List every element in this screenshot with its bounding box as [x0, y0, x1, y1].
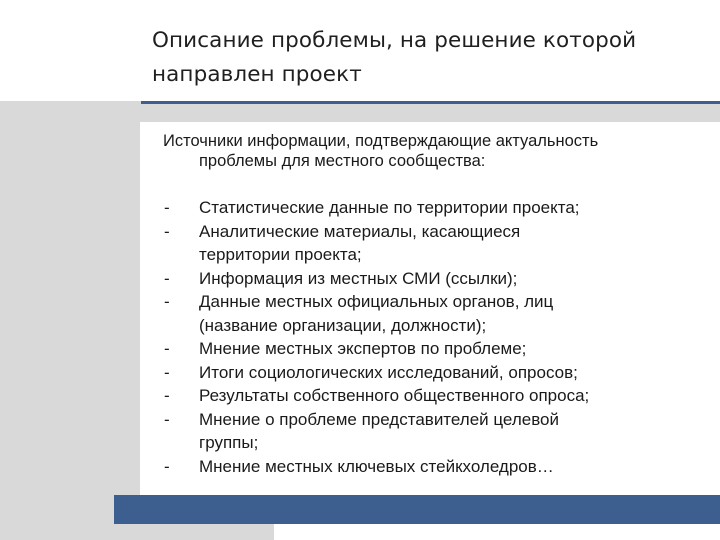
list-item — [0, 290, 720, 337]
bullet-dash: - — [164, 221, 170, 241]
list-item-text — [199, 361, 704, 385]
intro-line-2: проблемы для местного сообщества: — [199, 152, 486, 170]
list-item-text — [199, 384, 704, 408]
list-item-text — [199, 290, 704, 337]
list-item-line: (название организации, должности); — [199, 315, 487, 335]
bullet-dash: - — [164, 456, 170, 476]
list-item-line: Мнение местных ключевых стейкхоледров… — [199, 456, 554, 476]
header-accent-line — [141, 101, 720, 104]
sources-list — [0, 196, 720, 478]
bullet-dash: - — [164, 292, 170, 311]
list-item — [0, 337, 720, 361]
bullet-dash: - — [164, 362, 170, 382]
list-item-line: Мнение местных экспертов по проблеме; — [199, 339, 527, 358]
list-item-text — [199, 267, 704, 291]
list-item — [0, 384, 720, 408]
bullet-dash: - — [164, 339, 170, 358]
list-item-line: Мнение о проблеме представителей целевой — [199, 409, 559, 429]
bullet-dash: - — [164, 198, 170, 217]
bullet-dash: - — [164, 409, 170, 429]
list-item-line: Статистические данные по территории проекта; — [199, 198, 580, 217]
list-item-line: группы; — [199, 433, 259, 452]
list-item-text — [199, 220, 704, 267]
slide-title-line-2: направлен проект — [152, 62, 362, 87]
list-item-line: Информация из местных СМИ (ссылки); — [199, 268, 518, 288]
list-item-line: Данные местных официальных органов, лиц — [199, 292, 554, 311]
list-item-line: Итоги социологических исследований, опросов; — [199, 362, 578, 382]
list-item — [0, 361, 720, 385]
footer-accent-bar — [114, 495, 720, 524]
list-item — [0, 455, 720, 479]
list-item-text — [199, 196, 704, 220]
list-item-line: территории проекта; — [199, 245, 362, 264]
list-item — [0, 220, 720, 267]
intro-text — [163, 131, 683, 171]
list-item-text — [199, 337, 704, 361]
list-item — [0, 408, 720, 455]
list-item-line: Аналитические материалы, касающиеся — [199, 221, 521, 241]
list-item-text — [199, 455, 704, 479]
bullet-dash: - — [164, 386, 170, 405]
slide-title-line-1: Описание проблемы, на решение которой — [152, 28, 637, 53]
header-gray-band — [0, 101, 720, 122]
list-item — [0, 267, 720, 291]
intro-line-1: Источники информации, подтверждающие актуальность — [163, 132, 599, 150]
list-item-text — [199, 408, 704, 455]
bullet-dash: - — [164, 268, 170, 288]
list-item-line: Результаты собственного общественного опроса; — [199, 386, 590, 405]
list-item — [0, 196, 720, 220]
slide-title — [152, 24, 712, 92]
